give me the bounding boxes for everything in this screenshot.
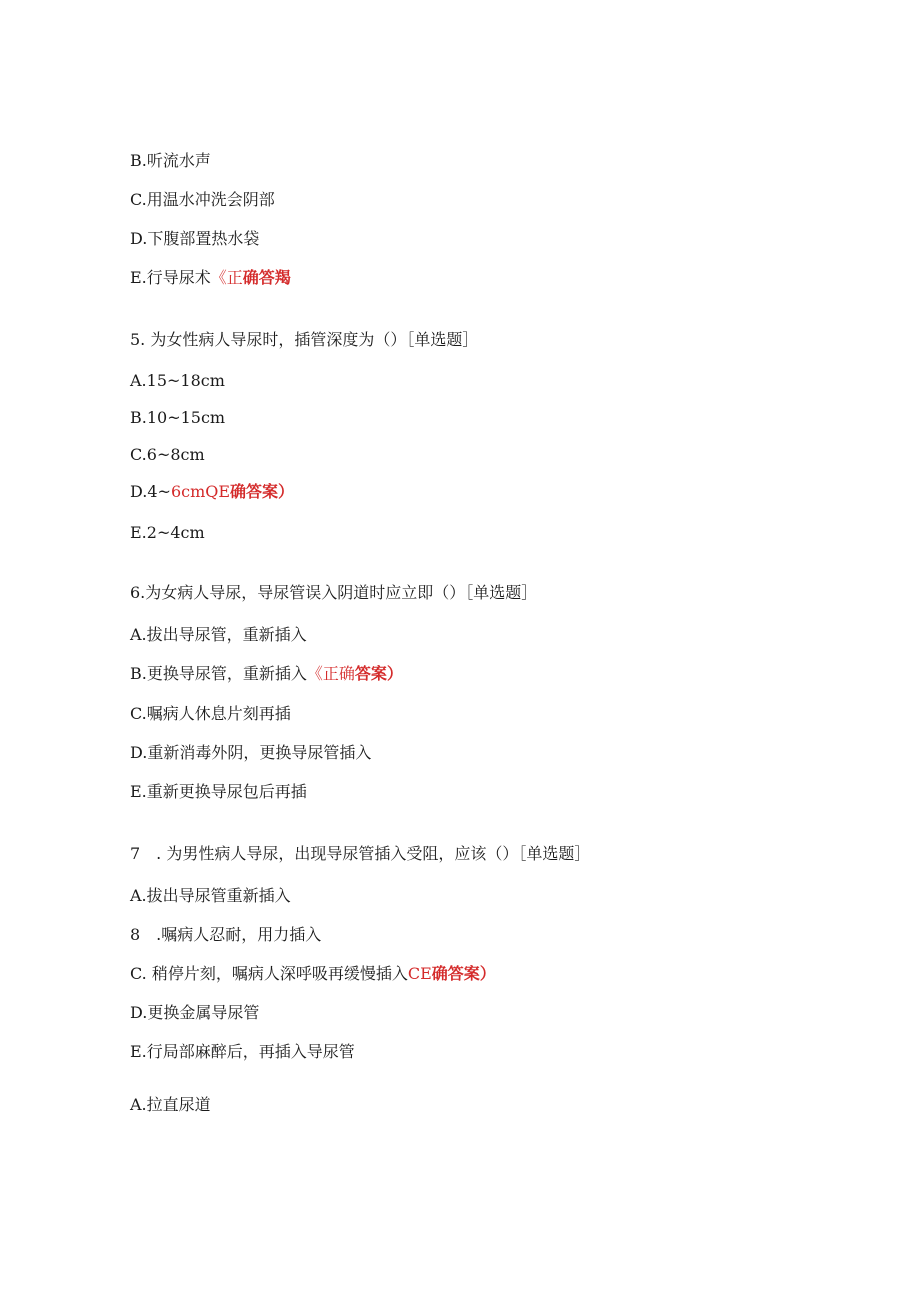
option-text: B.听流水声 — [130, 151, 211, 170]
option-c-pause-breathe — [130, 964, 496, 984]
question-6 — [130, 583, 537, 603]
option-8-endure — [130, 925, 321, 945]
option-a-remove-reinsert-7 — [130, 886, 291, 906]
option-text: 8 .嘱病人忍耐，用力插入 — [130, 925, 322, 944]
option-text: A.15~18cm — [130, 371, 225, 390]
option-c-warm-water — [130, 190, 275, 210]
option-c-6-8 — [130, 445, 205, 465]
option-text: C.6~8cm — [130, 445, 205, 464]
answer-mark-bold: 确答案） — [230, 482, 295, 501]
question-text: 7 . 为男性病人导尿，出现导尿管插入受阻，应该（）［单选题］ — [130, 844, 591, 863]
option-a-straighten-urethra — [130, 1095, 211, 1115]
option-text: E.重新更换导尿包后再插 — [130, 782, 307, 801]
option-c-rest-reinsert — [130, 704, 291, 724]
correct-answer-mark — [211, 268, 291, 287]
option-e-catheterization — [130, 268, 291, 288]
correct-answer-mark — [408, 964, 496, 983]
option-a-remove-reinsert — [130, 625, 307, 645]
option-text: A.拔出导尿管，重新插入 — [130, 625, 307, 644]
option-d-4-6 — [130, 482, 294, 502]
option-text: D.重新消毒外阴，更换导尿管插入 — [130, 743, 372, 762]
option-text: A.拔出导尿管重新插入 — [130, 886, 291, 905]
option-text: A.拉直尿道 — [130, 1095, 211, 1114]
question-7 — [130, 844, 590, 864]
option-e-2-4 — [130, 523, 205, 543]
question-text: 6.为女病人导尿，导尿管误入阴道时应立即（）［单选题］ — [130, 583, 538, 602]
answer-mark-bold: 确答案） — [431, 964, 496, 983]
option-text: C.用温水冲洗会阴部 — [130, 190, 275, 209]
question-text: 5. 为女性病人导尿时，插管深度为（）［单选题］ — [130, 330, 479, 349]
option-text: E.2~4cm — [130, 523, 205, 542]
option-text: B.10~15cm — [130, 408, 226, 427]
answer-mark-prefix: 6cmQE — [170, 482, 231, 501]
option-text: C. 稍停片刻，嘱病人深呼吸再缓慢插入 — [130, 964, 408, 983]
option-b-listen-water — [130, 151, 211, 171]
answer-mark-prefix: 《正确 — [306, 664, 355, 683]
answer-mark-bold: 确答羯 — [242, 268, 291, 287]
option-d-hot-water-bag — [130, 229, 259, 249]
answer-mark-prefix: 《正 — [210, 268, 243, 287]
option-text: D.下腹部置热水袋 — [130, 229, 260, 248]
option-a-15-18 — [130, 371, 225, 391]
correct-answer-mark — [307, 664, 403, 683]
option-text: E.行局部麻醉后，再插入导尿管 — [130, 1042, 355, 1061]
answer-mark-prefix: CE — [407, 964, 432, 983]
option-text: E.行导尿术 — [130, 268, 211, 287]
option-text: C.嘱病人休息片刻再插 — [130, 704, 291, 723]
option-d-disinfect-replace — [130, 743, 371, 763]
correct-answer-mark — [171, 482, 294, 501]
option-e-new-kit — [130, 782, 307, 802]
option-b-replace-reinsert — [130, 664, 403, 684]
option-d-metal-catheter — [130, 1003, 259, 1023]
question-5 — [130, 330, 478, 350]
answer-mark-bold: 答案） — [354, 664, 403, 683]
option-text: D.4~ — [130, 482, 171, 501]
option-b-10-15 — [130, 408, 225, 428]
option-text: B.更换导尿管，重新插入 — [130, 664, 307, 683]
option-e-local-anesthesia — [130, 1042, 355, 1062]
option-text: D.更换金属导尿管 — [130, 1003, 260, 1022]
